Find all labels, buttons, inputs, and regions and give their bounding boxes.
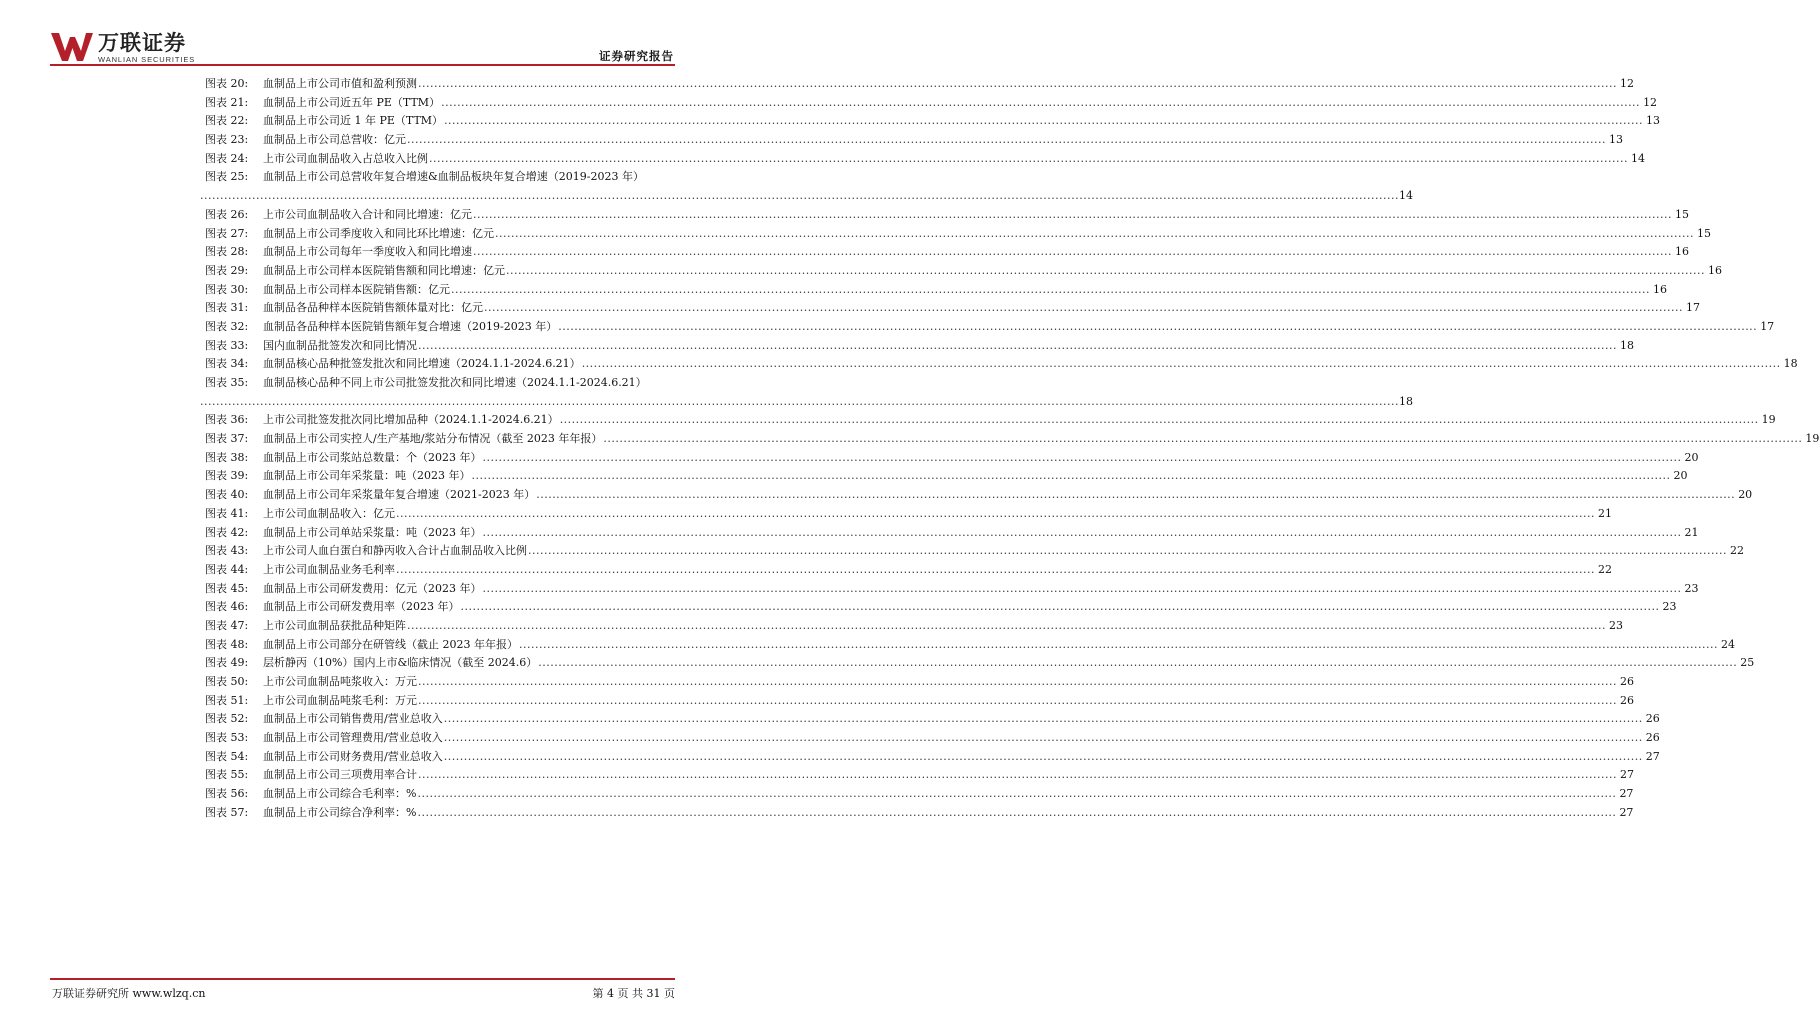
toc-entry-page: 15 <box>1696 226 1711 240</box>
toc-leader-dots: ............................................................................................................................................................................................................................................................................................................ <box>429 151 1628 165</box>
toc-entry-number: 图表 37: <box>205 432 249 446</box>
toc-entry-title: 上市公司血制品收入占总收入比例 <box>263 151 428 165</box>
toc-entry-page: 27 <box>1645 749 1660 763</box>
toc-entry[interactable] <box>205 636 1735 655</box>
toc-entry-number: 图表 57: <box>205 805 249 819</box>
toc-leader-dots: ............................................................................................................................................................................................................................................................................................................ <box>536 488 1736 502</box>
toc-entry-page: 24 <box>1720 637 1735 651</box>
toc-entry[interactable] <box>205 131 1623 150</box>
toc-leader-dots: ............................................................................................................................................................................................................................................................................................................ <box>418 693 1617 707</box>
toc-entry[interactable] <box>205 748 1660 767</box>
toc-entry-page: 20 <box>1738 488 1753 502</box>
toc-entry-title: 血制品上市公司部分在研管线（截止 2023 年年报） <box>263 637 518 651</box>
toc-leader-dots: ............................................................................................................................................................................................................................................................................................................ <box>484 301 1683 315</box>
toc-leader-dots: ............................................................................................................................................................................................................................................................................................................ <box>407 618 1606 632</box>
toc-entry[interactable] <box>205 542 1744 561</box>
toc-entry-number: 图表 47: <box>205 618 249 632</box>
toc-entry-page: 27 <box>1619 768 1634 782</box>
toc-entry-page: 13 <box>1608 133 1623 147</box>
toc-leader-dots: ............................................................................................................................................................................................................................................................................................................ <box>418 675 1617 688</box>
toc-entry[interactable] <box>205 411 1776 430</box>
toc-leader-dots: ............................................................................................................................................................................................................................................................................................................ <box>443 731 1643 745</box>
toc-entry-number: 图表 45: <box>205 581 249 595</box>
toc-entry-page: 17 <box>1685 301 1700 315</box>
toc-entry[interactable] <box>205 262 1722 281</box>
toc-entry-number: 图表 35: <box>205 376 249 389</box>
toc-entry-title: 血制品核心品种批签发批次和同比增速（2024.1.1-2024.6.21） <box>263 357 581 371</box>
toc-entry-number: 图表 28: <box>205 245 249 259</box>
toc-entry-number: 图表 43: <box>205 544 249 558</box>
toc-entry[interactable] <box>205 617 1623 636</box>
toc-entry-page: 12 <box>1643 95 1658 109</box>
toc-entry-number: 图表 22: <box>205 114 249 128</box>
toc-leader-dots: ............................................................................................................................................................................................................................................................................................................ <box>418 77 1617 90</box>
toc-entry-title: 血制品上市公司总营收年复合增速&血制品板块年复合增速（2019-2023 年） <box>263 170 644 184</box>
toc-entry-page: 20 <box>1673 469 1688 483</box>
toc-entry-title: 国内血制品批签发次和同比情况 <box>263 338 417 352</box>
toc-entry-title: 血制品上市公司浆站总数量：个（2023 年） <box>263 450 482 464</box>
toc-entry-title: 血制品上市公司综合净利率：% <box>263 805 417 819</box>
toc-entry[interactable] <box>200 374 1413 411</box>
toc-entry-number: 图表 34: <box>205 357 249 371</box>
toc-entry-page: 23 <box>1662 600 1677 614</box>
toc-entry[interactable] <box>205 94 1658 113</box>
toc-entry-number: 图表 40: <box>205 488 249 502</box>
toc-entry-page: 16 <box>1674 245 1689 259</box>
toc-entry-page: 16 <box>1652 282 1667 296</box>
toc-leader-dots: ............................................................................................................................................................................................................................................................................................................ <box>451 282 1650 296</box>
toc-leader-dots: ............................................................................................................................................................................................................................................................................................................ <box>482 450 1682 464</box>
toc-entry-page: 27 <box>1619 805 1634 819</box>
toc-entry-number: 图表 25: <box>205 170 249 184</box>
brand-logo <box>50 32 195 66</box>
toc-entry-title: 上市公司血制品吨浆毛利：万元 <box>263 693 417 707</box>
toc-entry-title: 血制品上市公司综合毛利率：% <box>263 787 417 801</box>
toc-entry-page: 14 <box>1630 151 1645 165</box>
toc-leader-dots: ............................................................................................................................................................................................................................................................................................................ <box>407 133 1606 147</box>
toc-leader-dots: ............................................................................................................................................................................................................................................................................................................ <box>200 189 1399 203</box>
toc-entry[interactable] <box>205 673 1634 692</box>
toc-entry[interactable] <box>205 337 1634 356</box>
toc-entry[interactable] <box>205 112 1661 131</box>
toc-entry[interactable] <box>205 804 1634 823</box>
toc-entry[interactable] <box>200 168 1413 205</box>
toc-entry-number: 图表 49: <box>205 656 249 670</box>
toc-entry-page: 26 <box>1619 675 1634 688</box>
toc-leader-dots: ............................................................................................................................................................................................................................................................................................................ <box>443 712 1643 726</box>
toc-entry-title: 血制品上市公司季度收入和同比环比增速：亿元 <box>263 226 494 240</box>
toc-leader-dots: ............................................................................................................................................................................................................................................................................................................ <box>528 544 1727 558</box>
toc-entry-page: 15 <box>1674 207 1689 221</box>
footer-divider <box>50 978 675 980</box>
toc-entry-title: 血制品上市公司单站采浆量：吨（2023 年） <box>263 525 482 539</box>
toc-entry[interactable] <box>205 318 1775 337</box>
toc-entry-page: 14 <box>1398 189 1413 203</box>
brand-name-en: WANLIAN SECURITIES <box>98 55 196 64</box>
toc-leader-dots: ............................................................................................................................................................................................................................................................................................................ <box>495 226 1694 240</box>
toc-entry-title: 血制品上市公司管理费用/营业总收入 <box>263 731 443 745</box>
toc-entry-number: 图表 48: <box>205 637 249 651</box>
toc-leader-dots: ............................................................................................................................................................................................................................................................................................................ <box>418 768 1617 782</box>
toc-entry-number: 图表 51: <box>205 693 249 707</box>
toc-leader-dots: ............................................................................................................................................................................................................................................................................................................ <box>471 469 1671 483</box>
toc-entry-number: 图表 41: <box>205 506 249 520</box>
toc-entry-title: 血制品各品种样本医院销售额年复合增速（2019-2023 年） <box>263 319 558 333</box>
toc-entry-title: 血制品上市公司财务费用/营业总收入 <box>263 749 443 763</box>
toc-entry-title: 血制品上市公司近五年 PE（TTM） <box>263 95 441 109</box>
toc-leader-dots: ............................................................................................................................................................................................................................................................................................................ <box>444 114 1644 128</box>
toc-entry-title: 上市公司血制品收入合计和同比增速：亿元 <box>263 207 472 221</box>
toc-entry-page: 18 <box>1619 338 1634 352</box>
toc-entry-number: 图表 55: <box>205 768 249 782</box>
toc-entry-page: 22 <box>1729 544 1744 558</box>
toc-entry-number: 图表 50: <box>205 675 249 688</box>
toc-entry-title: 血制品上市公司市值和盈利预测 <box>263 77 417 90</box>
toc-leader-dots: ............................................................................................................................................................................................................................................................................................................ <box>519 637 1718 651</box>
toc-leader-dots: ............................................................................................................................................................................................................................................................................................................ <box>473 245 1672 259</box>
toc-entry-number: 图表 32: <box>205 319 249 333</box>
toc-leader-dots: ............................................................................................................................................................................................................................................................................................................ <box>200 394 1399 408</box>
toc-entry-title: 血制品各品种样本医院销售额体量对比：亿元 <box>263 301 483 315</box>
toc-entry-page: 26 <box>1619 693 1634 707</box>
toc-entry-title: 上市公司血制品获批品种矩阵 <box>263 618 406 632</box>
toc-entry-number: 图表 27: <box>205 226 249 240</box>
figure-index-list <box>200 75 1819 823</box>
footer-source: 万联证券研究所 www.wlzq.cn <box>52 987 206 1000</box>
toc-entry-page: 16 <box>1707 263 1722 277</box>
toc-entry-title: 血制品上市公司年采浆量：吨（2023 年） <box>263 469 471 483</box>
toc-entry-page: 18 <box>1783 357 1798 371</box>
toc-entry-title: 血制品上市公司每年一季度收入和同比增速 <box>263 245 472 259</box>
toc-entry[interactable] <box>205 430 1819 449</box>
toc-entry-number: 图表 30: <box>205 282 249 296</box>
toc-entry-page: 12 <box>1619 77 1634 90</box>
page-footer <box>50 978 675 1000</box>
toc-entry[interactable] <box>205 355 1798 374</box>
toc-entry-page: 20 <box>1684 450 1699 464</box>
toc-entry-page: 26 <box>1645 731 1660 745</box>
brand-name-cn: 万联证券 <box>98 31 186 55</box>
toc-leader-dots: ............................................................................................................................................................................................................................................................................................................ <box>558 319 1758 333</box>
toc-entry-page: 21 <box>1684 525 1699 539</box>
toc-entry[interactable] <box>205 75 1634 94</box>
toc-entry[interactable] <box>205 243 1689 262</box>
toc-leader-dots: ............................................................................................................................................................................................................................................................................................................ <box>460 600 1660 614</box>
toc-leader-dots: ............................................................................................................................................................................................................................................................................................................ <box>396 506 1595 520</box>
wanlian-logo-icon <box>50 32 94 62</box>
toc-entry[interactable] <box>205 598 1677 617</box>
toc-entry-title: 上市公司人血白蛋白和静丙收入合计占血制品收入比例 <box>263 544 527 558</box>
toc-entry-title: 血制品上市公司样本医院销售额和同比增速：亿元 <box>263 263 505 277</box>
page-header <box>0 0 724 70</box>
toc-entry-page: 19 <box>1805 432 1819 446</box>
toc-entry[interactable] <box>205 785 1634 804</box>
toc-entry-title: 血制品上市公司研发费用：亿元（2023 年） <box>263 581 482 595</box>
toc-entry-title: 层析静丙（10%）国内上市&临床情况（截至 2024.6） <box>263 656 538 670</box>
toc-entry-page: 18 <box>1398 394 1413 408</box>
toc-entry-number: 图表 20: <box>205 77 249 90</box>
toc-leader-dots: ............................................................................................................................................................................................................................................................................................................ <box>473 207 1672 221</box>
toc-leader-dots: ............................................................................................................................................................................................................................................................................................................ <box>482 525 1682 539</box>
toc-entry[interactable] <box>205 524 1699 543</box>
page-number: 第 4 页 共 31 页 <box>592 987 675 1000</box>
toc-entry-number: 图表 33: <box>205 338 249 352</box>
toc-entry-page: 17 <box>1760 319 1775 333</box>
toc-entry[interactable] <box>205 692 1634 711</box>
toc-leader-dots: ............................................................................................................................................................................................................................................................................................................ <box>506 263 1705 277</box>
toc-entry-title: 血制品上市公司三项费用率合计 <box>263 768 417 782</box>
toc-entry-title: 血制品上市公司年采浆量年复合增速（2021-2023 年） <box>263 488 536 502</box>
toc-entry[interactable] <box>205 729 1660 748</box>
toc-leader-dots: ............................................................................................................................................................................................................................................................................................................ <box>417 787 1617 801</box>
toc-leader-dots: ............................................................................................................................................................................................................................................................................................................ <box>418 338 1617 352</box>
toc-leader-dots: ............................................................................................................................................................................................................................................................................................................ <box>443 749 1643 763</box>
toc-entry-number: 图表 54: <box>205 749 249 763</box>
toc-entry-number: 图表 31: <box>205 301 249 315</box>
toc-entry[interactable] <box>205 150 1645 169</box>
toc-entry-page: 21 <box>1597 506 1612 520</box>
toc-leader-dots: ............................................................................................................................................................................................................................................................................................................ <box>396 562 1595 576</box>
toc-entry-title: 血制品上市公司样本医院销售额：亿元 <box>263 282 450 296</box>
toc-entry-title: 上市公司批签发批次同比增加品种（2024.1.1-2024.6.21） <box>263 413 559 427</box>
toc-leader-dots: ............................................................................................................................................................................................................................................................................................................ <box>417 805 1617 819</box>
toc-entry-page: 25 <box>1740 656 1755 670</box>
toc-entry-title: 血制品上市公司总营收：亿元 <box>263 133 406 147</box>
toc-entry-number: 图表 38: <box>205 450 249 464</box>
toc-entry[interactable] <box>205 766 1634 785</box>
toc-entry-page: 27 <box>1619 787 1634 801</box>
toc-leader-dots: ............................................................................................................................................................................................................................................................................................................ <box>581 357 1781 371</box>
toc-entry-page: 23 <box>1608 618 1623 632</box>
toc-entry-page: 23 <box>1684 581 1699 595</box>
toc-entry[interactable] <box>205 710 1660 729</box>
toc-entry[interactable] <box>205 225 1711 244</box>
toc-entry-page: 19 <box>1761 413 1776 427</box>
toc-entry-number: 图表 26: <box>205 207 249 221</box>
toc-leader-dots: ............................................................................................................................................................................................................................................................................................................ <box>603 432 1803 446</box>
toc-entry-number: 图表 23: <box>205 133 249 147</box>
toc-entry-number: 图表 39: <box>205 469 249 483</box>
toc-entry-page: 13 <box>1646 114 1661 128</box>
toc-entry[interactable] <box>205 505 1612 524</box>
toc-entry[interactable] <box>205 561 1612 580</box>
toc-entry[interactable] <box>205 467 1688 486</box>
toc-entry-page: 22 <box>1597 562 1612 576</box>
toc-entry[interactable] <box>205 449 1699 468</box>
toc-entry-number: 图表 52: <box>205 712 249 726</box>
toc-entry[interactable] <box>205 654 1755 673</box>
toc-entry[interactable] <box>205 299 1700 318</box>
toc-entry[interactable] <box>205 486 1753 505</box>
toc-entry-number: 图表 56: <box>205 787 249 801</box>
header-divider <box>50 64 675 66</box>
toc-entry-title: 血制品上市公司研发费用率（2023 年） <box>263 600 460 614</box>
toc-entry[interactable] <box>205 281 1667 300</box>
toc-entry-number: 图表 24: <box>205 151 249 165</box>
toc-entry-number: 图表 21: <box>205 95 249 109</box>
toc-entry-number: 图表 29: <box>205 263 249 277</box>
toc-leader-dots: ............................................................................................................................................................................................................................................................................................................ <box>441 95 1641 109</box>
toc-entry-title: 血制品上市公司销售费用/营业总收入 <box>263 712 443 726</box>
toc-entry-number: 图表 36: <box>205 413 249 427</box>
toc-entry-page: 26 <box>1645 712 1660 726</box>
toc-leader-dots: ............................................................................................................................................................................................................................................................................................................ <box>482 581 1682 595</box>
toc-entry[interactable] <box>205 206 1689 225</box>
toc-entry-title: 上市公司血制品吨浆收入：万元 <box>263 675 417 688</box>
toc-entry-number: 图表 46: <box>205 600 249 614</box>
toc-entry-title: 血制品上市公司近 1 年 PE（TTM） <box>263 114 444 128</box>
toc-entry-title: 血制品上市公司实控人/生产基地/浆站分布情况（截至 2023 年年报） <box>263 432 603 446</box>
toc-entry-number: 图表 53: <box>205 731 249 745</box>
toc-entry-number: 图表 44: <box>205 562 249 576</box>
toc-leader-dots: ............................................................................................................................................................................................................................................................................................................ <box>559 413 1759 427</box>
toc-entry-number: 图表 42: <box>205 525 249 539</box>
report-type: 证券研究报告 <box>599 49 674 63</box>
toc-entry-title: 上市公司血制品收入：亿元 <box>263 506 395 520</box>
toc-entry[interactable] <box>205 580 1699 599</box>
toc-leader-dots: ............................................................................................................................................................................................................................................................................................................ <box>538 656 1738 670</box>
toc-entry-title: 血制品核心品种不同上市公司批签发批次和同比增速（2024.1.1-2024.6.21） <box>263 376 647 389</box>
toc-entry-title: 上市公司血制品业务毛利率 <box>263 562 395 576</box>
